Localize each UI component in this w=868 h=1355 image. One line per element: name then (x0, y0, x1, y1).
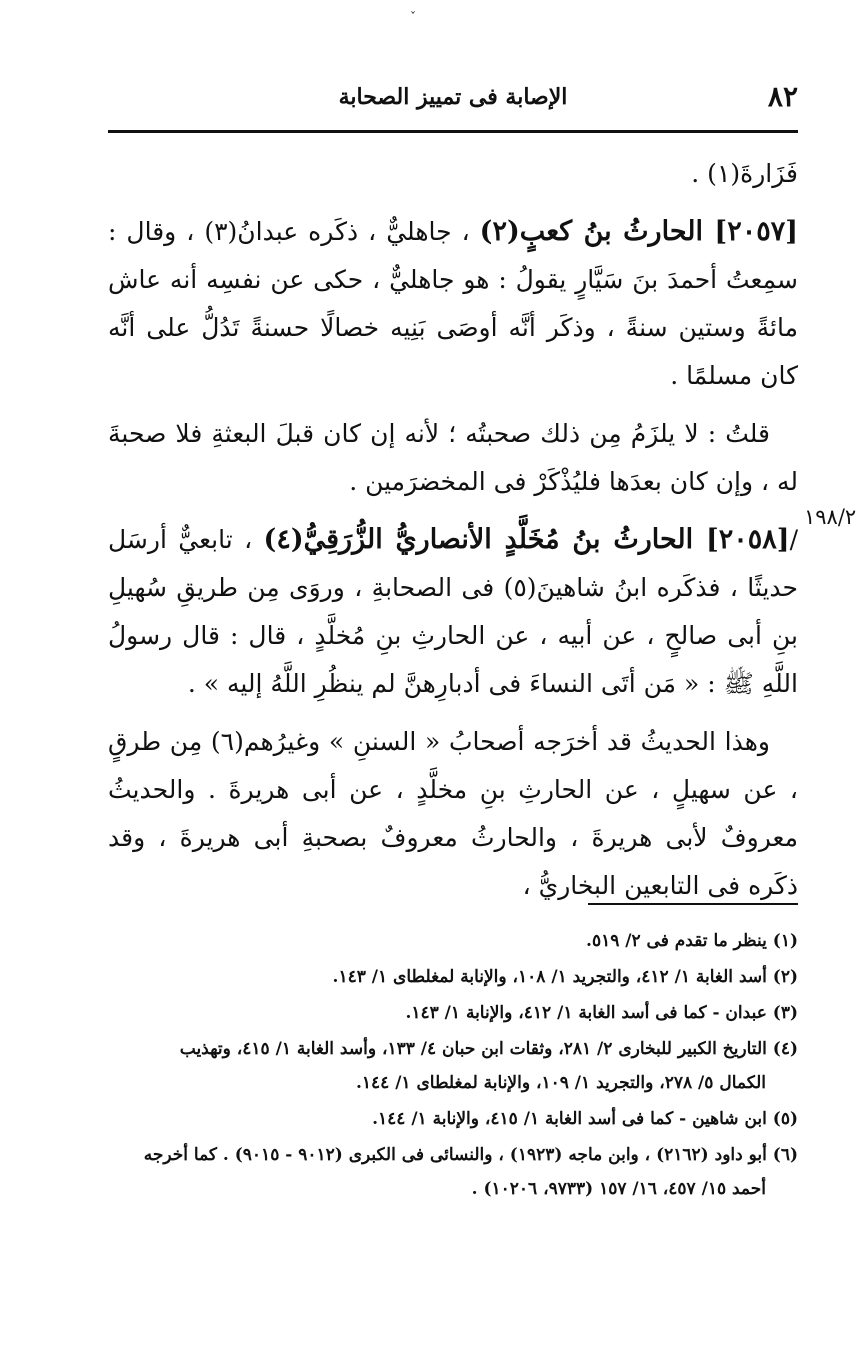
scan-speck: ˇ (410, 10, 416, 24)
footnote-3: (٣) عبدان - كما فى أسد الغابة ١/ ٤١٢، والإنابة ١/ ١٤٣. (405, 1003, 798, 1023)
entry-2057-text: ، جاهليٌّ ، ذكَره عبدانُ(٣) ، وقال : سمِعتُ أحمدَ بنَ سَيَّارٍ يقولُ : هو جاهليٌّ ، حكى عن نفسِه أنه عاش مائةً وستين سنةً ، وذكَر أنَّه أوصَى بَنِيه خصالًا حسنةً تَدُلُّ على أنَّه كان مسلمًا . (108, 217, 798, 390)
footnote-6 (108, 1138, 798, 1206)
footnote-6-line-2: أحمد ١٥/ ٤٥٧، ١٦/ ١٥٧ (٩٧٣٣، ١٠٢٠٦) . (471, 1179, 766, 1199)
footnote-4-line-2: الكمال ٥/ ٢٧٨، والتجريد ١/ ١٠٩، والإنابة لمغلطاى ١/ ١٤٤. (355, 1073, 766, 1093)
main-text (108, 150, 798, 920)
entry-2058 (108, 516, 798, 708)
entry-2058-slash: / (789, 525, 798, 554)
footnote-2: (٢) أسد الغابة ١/ ٤١٢، والتجريد ١/ ١٠٨، والإنابة لمغلطاى ١/ ١٤٣. (332, 967, 798, 987)
page-number: ٨٢ (767, 80, 798, 113)
entry-2057-heading: [٢٠٥٧] الحارثُ بنُ كعبٍ(٢) (479, 216, 799, 247)
paragraph-1: فَزَارةَ(١) . (691, 159, 798, 188)
page-header (108, 78, 798, 122)
footnote-1: (١) ينظر ما تقدم فى ٢/ ٥١٩. (586, 931, 798, 951)
footnote-4 (108, 1032, 798, 1100)
footnotes (108, 924, 798, 1208)
footnote-4-line-1: (٤) التاريخ الكبير للبخارى ٢/ ٢٨١، وثقات ابن حبان ٤/ ١٣٣، وأسد الغابة ١/ ٤١٥، وتهذيب (179, 1039, 798, 1059)
entry-2057 (108, 208, 798, 400)
entry-2058-text: ، تابعيٌّ أرسَل حديثًا ، فذكَره ابنُ شاهينَ(٥) فى الصحابةِ ، وروَى مِن طريقِ سُهيلِ بنِ أبى صالحٍ ، عن أبيه ، عن الحارثِ بنِ مُخلَّدٍ ، قال : قال رسولُ اللَّهِ ﷺ : « مَن أتَى النساءَ فى أدبارِهنَّ لم ينظُرِ اللَّهُ إليه » . (108, 525, 798, 698)
margin-reference: ١٩٨/٢ (804, 505, 857, 529)
paragraph-qult: قلتُ : لا يلزَمُ مِن ذلك صحبتُه ؛ لأنه إن كان قبلَ البعثةِ فلا صحبةَ له ، وإن كان بعدَها فليُذْكَرْ فى المخضرَمين . (108, 419, 798, 496)
running-title: الإصابة فى تمييز الصحابة (338, 84, 568, 110)
header-rule (108, 130, 798, 133)
footnote-5: (٥) ابن شاهين - كما فى أسد الغابة ١/ ٤١٥، والإنابة ١/ ١٤٤. (372, 1109, 798, 1129)
entry-2058-heading: [٢٠٥٨] الحارثُ بنُ مُخَلَّدٍ الأنصاريُّ الزُّرَقِيُّ(٤) (263, 524, 790, 555)
paragraph-hadith: وهذا الحديثُ قد أخرَجه أصحابُ « السننِ » وغيرُهم(٦) مِن طرقٍ ، عن سهيلٍ ، عن الحارثِ بنِ مخلَّدٍ ، عن أبى هريرةَ . والحديثُ معروفٌ لأبى هريرةَ ، والحارثُ معروفٌ بصحبةِ أبى هريرةَ ، وقد ذكَره فى التابعين البخاريُّ ، (108, 727, 798, 900)
footnote-6-line-1: (٦) أبو داود (٢١٦٢) ، وابن ماجه (١٩٢٣) ، والنسائى فى الكبرى (٩٠١٢ - ٩٠١٥) . كما أخرجه (143, 1145, 798, 1165)
footnote-rule (588, 903, 798, 905)
